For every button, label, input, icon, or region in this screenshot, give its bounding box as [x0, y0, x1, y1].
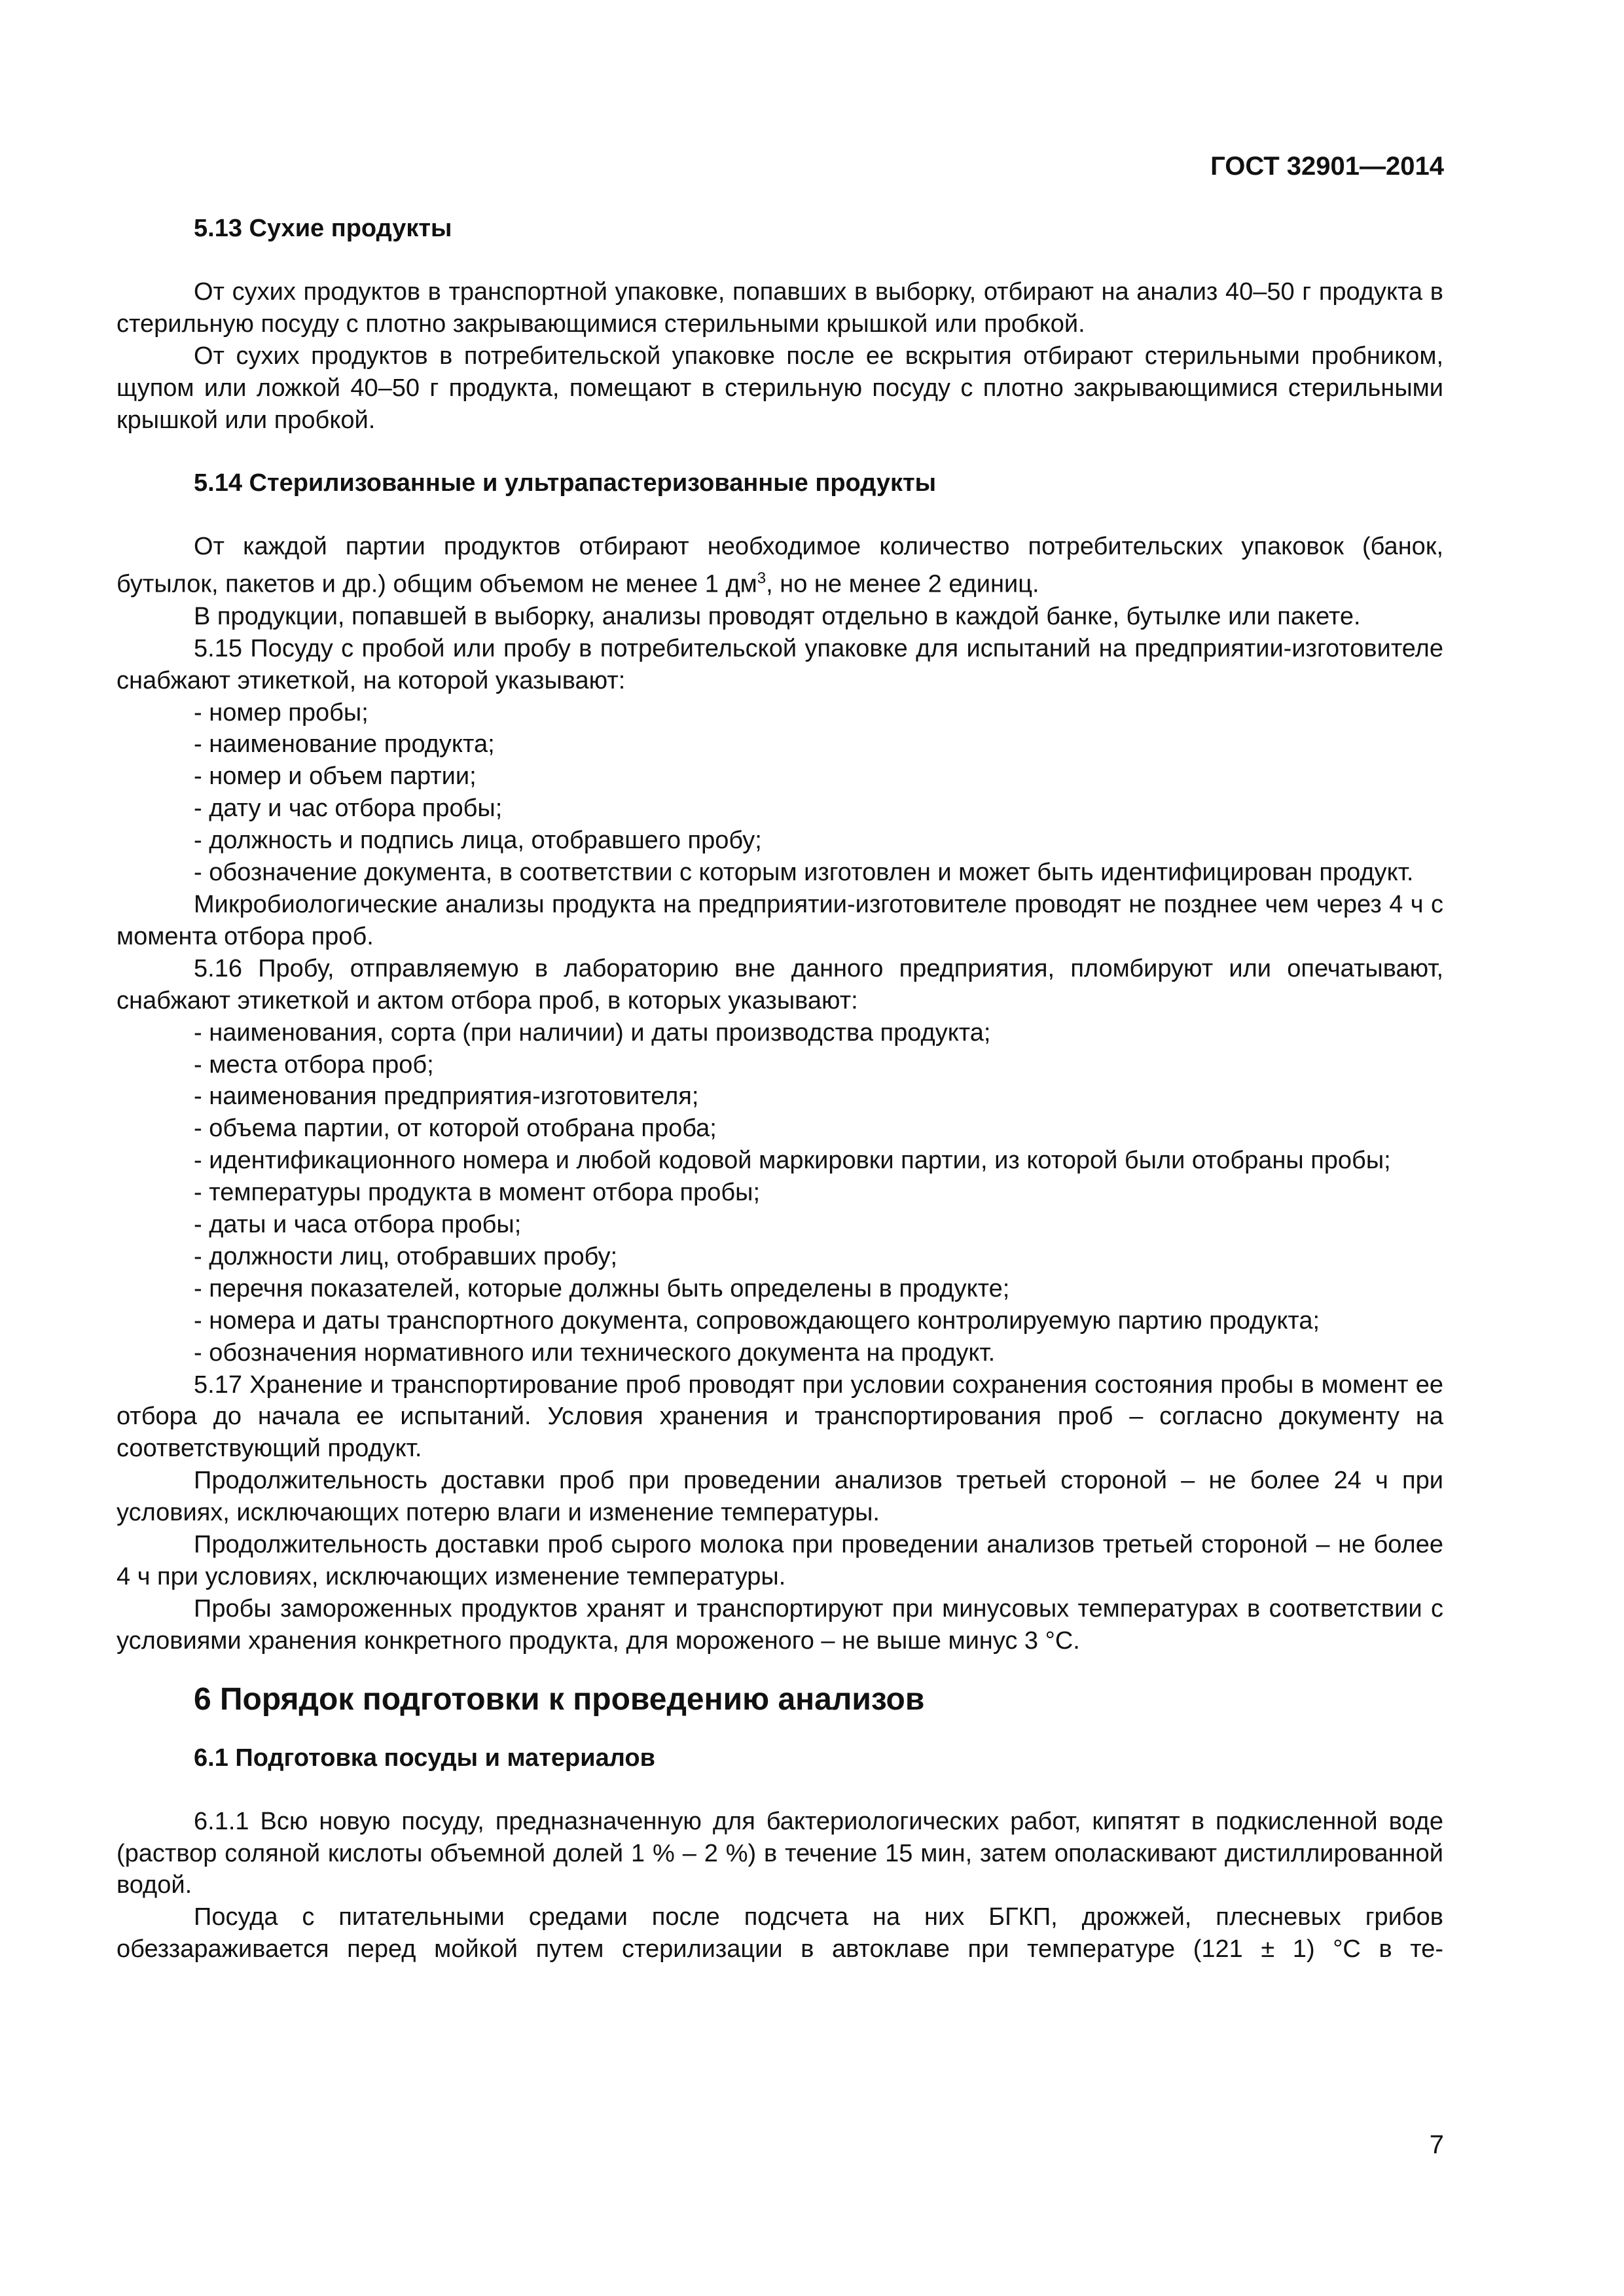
section-title-5-13: 5.13 Сухие продукты [194, 215, 452, 242]
list-item: - дату и час отбора пробы; [194, 795, 503, 823]
paragraph: Продолжительность доставки проб при проведении анализов третьей стороной – не более 24 ч при условиях, исключающих потерю влаги и изменение температуры. [117, 1467, 1443, 1527]
paragraph: 5.16 Пробу, отправляемую в лабораторию вне данного предприятия, пломбируют или опечатывают, снабжают этикеткой и актом отбора проб, в которых указывают: [117, 954, 1443, 1014]
list-item: - номера и даты транспортного документа, сопровождающего контролируемую партию продукта; [194, 1306, 1320, 1335]
list-item: - наименование продукта; [194, 730, 495, 759]
text-run: От каждой партии продуктов отбирают необходимое количество потребительских упаковок (банок, бутылок, пакетов и др.) общим объемом не менее 1 дм [117, 533, 1443, 598]
list-item: - обозначения нормативного или технического документа на продукт. [194, 1338, 996, 1367]
paragraph: Пробы замороженных продуктов хранят и транспортируют при минусовых температурах в соответствии с условиями хранения конкретного продукта, для мороженого – не выше минус 3 °С. [117, 1594, 1443, 1655]
list-item: - объема партии, от которой отобрана проба; [194, 1115, 717, 1143]
paragraph: 5.15 Посуду с пробой или пробу в потребительской упаковке для испытаний на предприятии-изготовителе снабжают этикеткой, на которой указывают: [117, 634, 1443, 694]
page-content [117, 213, 1443, 1965]
paragraph: 5.17 Хранение и транспортирование проб проводят при условии сохранения состояния пробы в момент ее отбора до начала ее испытаний. Условия хранения и транспортирования проб – согласно документу на соответствующий продукт. [117, 1371, 1443, 1463]
list-item: - идентификационного номера и любой кодовой маркировки партии, из которой были отобраны пробы; [194, 1147, 1391, 1175]
list-item: - наименования, сорта (при наличии) и даты производства продукта; [194, 1018, 991, 1047]
list-item: - перечня показателей, которые должны быть определены в продукте; [194, 1274, 1010, 1302]
section-title-6-1: 6.1 Подготовка посуды и материалов [194, 1744, 655, 1772]
paragraph: От сухих продуктов в потребительской упаковке после ее вскрытия отбирают стерильными пробником, щупом или ложкой 40–50 г продукта, помещают в стерильную посуду с плотно закрывающимися стерильными крышкой или пробкой. [117, 342, 1443, 434]
list-item: - должности лиц, отобравших пробу; [194, 1242, 618, 1270]
section-title-5-14: 5.14 Стерилизованные и ультрапастеризованные продукты [194, 469, 937, 497]
page-number: 7 [1429, 2130, 1444, 2159]
paragraph: Микробиологические анализы продукта на предприятии-изготовителе проводят не позднее чем через 4 ч с момента отбора проб. [117, 890, 1443, 950]
paragraph: От сухих продуктов в транспортной упаковке, попавших в выборку, отбирают на анализ 40–50 г продукта в стерильную посуду с плотно закрывающимися стерильными крышкой или пробкой. [117, 278, 1443, 338]
document-header: ГОСТ 32901—2014 [1210, 152, 1444, 181]
list-item: - температуры продукта в момент отбора пробы; [194, 1179, 761, 1207]
list-item: - должность и подпись лица, отобравшего пробу; [194, 827, 762, 855]
paragraph: Продолжительность доставки проб сырого молока при проведении анализов третьей стороной – не более 4 ч при условиях, исключающих изменение температуры. [117, 1531, 1443, 1590]
list-item: - наименования предприятия-изготовителя; [194, 1083, 699, 1111]
section-title-6: 6 Порядок подготовки к проведению анализов [194, 1681, 925, 1717]
list-item: - места отбора проб; [194, 1050, 434, 1079]
list-item: - обозначение документа, в соответствии с которым изготовлен и может быть идентифицирован продукт. [194, 859, 1414, 887]
superscript: 3 [757, 569, 767, 588]
list-item: - номер пробы; [194, 698, 369, 726]
list-item: - номер и объем партии; [194, 762, 477, 791]
list-item: - даты и часа отбора пробы; [194, 1211, 522, 1239]
paragraph: В продукции, попавшей в выборку, анализы проводят отдельно в каждой банке, бутылке или пакете. [194, 602, 1361, 630]
paragraph: 6.1.1 Всю новую посуду, предназначенную для бактериологических работ, кипятят в подкисленной воде (раствор соляной кислоты объемной долей 1 % – 2 %) в течение 15 мин, затем ополаскивают дистиллированной водой. [117, 1807, 1443, 1899]
text-run: , но не менее 2 единиц. [766, 570, 1039, 598]
paragraph: Посуда с питательными средами после подсчета на них БГКП, дрожжей, плесневых грибов обеззараживается перед мойкой путем стерилизации в автоклаве при температуре (121 ± 1) °С в те- [117, 1903, 1443, 1964]
paragraph [117, 531, 1443, 600]
